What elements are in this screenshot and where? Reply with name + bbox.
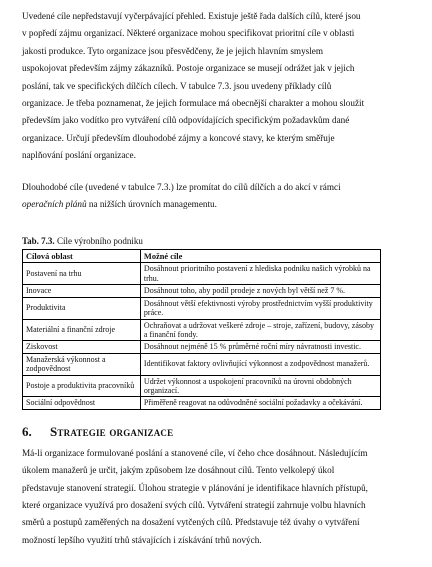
text-span: na nižších úrovních managementu. [86,199,217,210]
italic-phrase: operačních plánů [22,199,87,210]
table-header-area: Cílová oblast [23,250,141,263]
text-line: organizace. Je třeba poznamenat, že jejich formulace má obecnější charakter a mohou sloužit [22,98,365,109]
table-cell-goal: Přiměřeně reagovat na odůvodněné sociální požadavky a očekávání. [140,397,380,409]
text-line: Má-li organizace formulované poslání a stanovené cíle, ví čeho chce dosáhnout. Následujícím [22,447,368,458]
text-line: uspokojovat především zájmy zákazníků. Postoje organizace se musejí odrážet jak v jejich [22,63,355,74]
intro-paragraph-1 [22,8,414,165]
text-line: především jako vodítko pro vytváření cílů odpovídajících specifickým požadavkům dané [22,115,350,126]
text-line: jakosti produkce. Tyto organizace jsou přesvědčeny, že je jejich hlavním smyslem [22,45,324,56]
table-cell-goal: Identifikovat faktory ovlivňující výkonnost a zodpovědnost manažerů. [140,353,380,375]
table-cell-goal: Dosáhnout prioritního postavení z hlediska podniku našich výrobků na trhu. [140,263,380,285]
text-line: naplňování poslání organizace. [22,150,136,161]
text-line: v popředí zájmu organizací. Některé organizace mohou specifikovat prioritní cíle v oblasti [22,28,355,39]
table-header-row [23,250,381,263]
section-number: 6. [22,423,32,439]
table-header-goals: Možné cíle [140,250,380,263]
table-caption-text: Cíle výrobního podniku [54,236,143,247]
section-paragraph [22,445,414,549]
table-cell-area: Postavení na trhu [23,263,141,285]
text-line [22,196,414,213]
table-cell-area: Postoje a produktivita pracovníků [23,375,141,397]
text-line: úkolem manažerů je určit, jakým způsobem lze dosáhnout cílů. Tento velkolepý úkol [22,465,335,476]
text-line: organizace. Určují především dlouhodobé zájmy a koncové stavy, ke kterým směřuje [22,132,335,143]
table-cell-goal: Udržet výkonnost a uspokojení pracovníků na úrovni obdobných organizací. [140,375,380,397]
table-cell-goal: Ochraňovat a udržovat veškeré zdroje – stroje, zařízení, budovy, zásoby a finanční fondy. [140,319,380,341]
text-line: které organizace využívá pro dosažení svých cílů. Vytváření strategií zahrnuje volbu hlavních [22,499,366,510]
table-row [23,397,381,409]
table-row [23,297,381,319]
document-page [22,8,414,549]
table-row [23,341,381,353]
table-row [23,353,381,375]
section-heading [22,424,414,440]
table-caption-label: Tab. 7.3. [22,236,55,247]
table-row [23,263,381,285]
table-row [23,285,381,297]
table-cell-area: Sociální odpovědnost [23,397,141,409]
text-line: představuje stanovení strategií. Úlohou strategie v plánování je identifikace hlavních přístupů, [22,482,368,493]
text-line: Dlouhodobé cíle (uvedené v tabulce 7.3.) lze promítat do cílů dílčích a do akcí v rámci [22,181,341,192]
table-cell-goal: Dosáhnout toho, aby podíl prodeje z nových byl větší než 7 %. [140,285,380,297]
table-caption [22,235,414,247]
goals-table [22,249,381,409]
text-line: směrů a postupů zaměřených na dosažení vytčených cílů. Představuje též úvahy o vytváření [22,517,360,528]
table-row [23,375,381,397]
table-row [23,319,381,341]
table-cell-area: Manažerská výkonnost a zodpovědnost [23,353,141,375]
text-line: poslání, tak ve specifických dílčích cílech. V tabulce 7.3. jsou uvedeny příklady cílů [22,80,332,91]
table-cell-area: Materiální a finanční zdroje [23,319,141,341]
section-title: Strategie organizace [50,423,174,439]
table-cell-area: Produktivita [23,297,141,319]
intro-paragraph-2 [22,179,414,214]
table-cell-goal: Dosáhnout větší efektivnosti výroby prostřednictvím vyšší produktivity práce. [140,297,380,319]
table-cell-area: Ziskovost [23,341,141,353]
table-cell-area: Inovace [23,285,141,297]
text-line: možností lepšího využití trhů stávajících i získávání trhů nových. [22,534,262,545]
table-cell-goal: Dosáhnout nejméně 15 % průměrné roční míry návratnosti investic. [140,341,380,353]
text-line: Uvedené cíle nepředstavují vyčerpávající přehled. Existuje ještě řada dalších cílů, které jsou [22,11,361,21]
